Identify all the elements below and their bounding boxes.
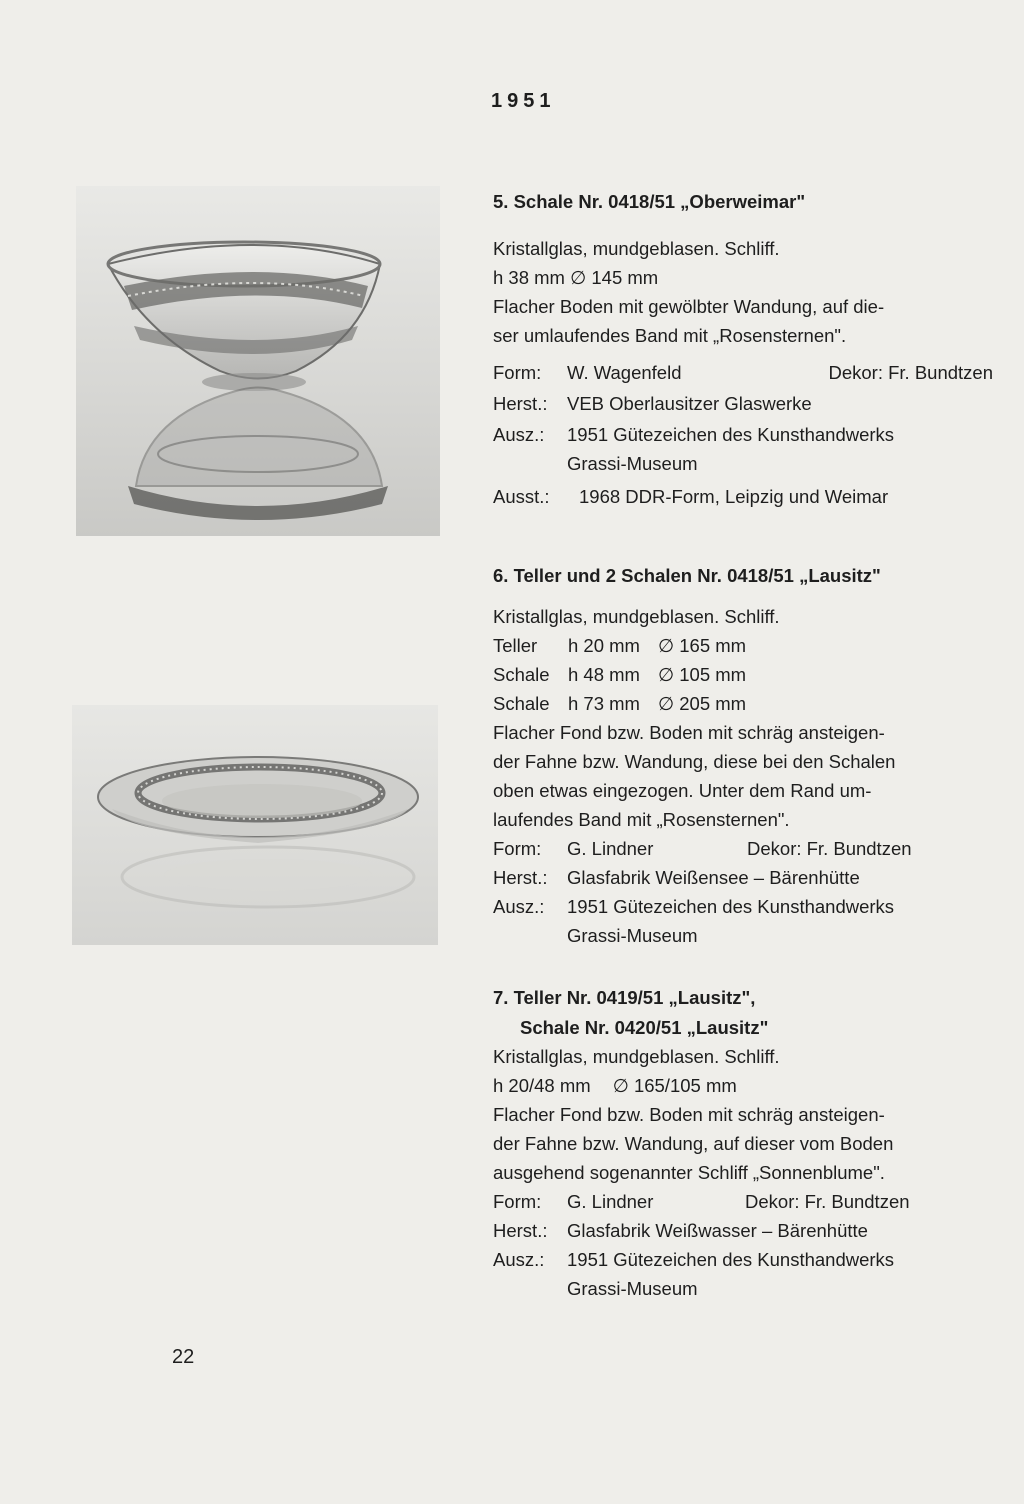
- ausz-value-line-1: 1951 Gütezeichen des Kunsthandwerks: [567, 1249, 895, 1270]
- entry-6: [493, 562, 993, 950]
- entry-5-desc-line-2: ser umlaufendes Band mit „Rosensternen".: [493, 325, 847, 346]
- ausst-label: Ausst.:: [493, 486, 550, 507]
- form-value: W. Wagenfeld: [567, 362, 682, 383]
- page-number: 22: [172, 1346, 195, 1368]
- entry-6-material: Kristallglas, mundgeblasen. Schliff.: [493, 606, 780, 627]
- dims-height: h 20/48 mm: [493, 1075, 591, 1096]
- ausz-value-line-1: 1951 Gütezeichen des Kunsthandwerks: [567, 424, 895, 445]
- dims-label: Schale: [493, 664, 550, 685]
- entry-6-dims-row: [493, 660, 993, 689]
- entry-5: [493, 188, 993, 511]
- form-label: Form:: [493, 362, 542, 383]
- entry-7-material: Kristallglas, mundgeblasen. Schliff.: [493, 1046, 780, 1067]
- entry-5-title: 5. Schale Nr. 0418/51 „Oberweimar": [493, 191, 806, 212]
- entry-6-herst-row: [493, 863, 993, 892]
- dims-diameter: ∅ 105 mm: [658, 664, 747, 685]
- herst-value: Glasfabrik Weißwasser – Bärenhütte: [567, 1220, 868, 1241]
- entry-6-desc-line-3: oben etwas eingezogen. Unter dem Rand um-: [493, 780, 872, 801]
- ausz-label: Ausz.:: [493, 424, 545, 445]
- entry-6-form-row: [493, 834, 993, 863]
- entry-5-form-row: [493, 358, 993, 387]
- ausz-label: Ausz.:: [493, 896, 545, 917]
- ausz-value-line-2: Grassi-Museum: [567, 1278, 698, 1299]
- plate-image: [72, 705, 438, 945]
- entry-7-dimensions: [493, 1071, 993, 1100]
- herst-label: Herst.:: [493, 393, 548, 414]
- dims-height: h 73 mm: [568, 693, 640, 714]
- entry-7-desc-line-2: der Fahne bzw. Wandung, auf dieser vom Boden: [493, 1133, 894, 1154]
- entry-7-ausz-row: [493, 1245, 993, 1303]
- herst-label: Herst.:: [493, 1220, 548, 1241]
- form-label: Form:: [493, 838, 542, 859]
- page-year: 1951: [491, 90, 556, 112]
- entry-6-dims-row: [493, 689, 993, 718]
- herst-value: VEB Oberlausitzer Glaswerke: [567, 393, 812, 414]
- entry-7-title-line-1: 7. Teller Nr. 0419/51 „Lausitz",: [493, 987, 756, 1008]
- entry-7-herst-row: [493, 1216, 993, 1245]
- dims-diameter: ∅ 165/105 mm: [612, 1075, 737, 1096]
- entry-7-form-row: [493, 1187, 993, 1216]
- entry-6-title: 6. Teller und 2 Schalen Nr. 0418/51 „Lausitz": [493, 565, 881, 586]
- entry-5-ausz-row: [493, 420, 993, 478]
- bowl-photo: [76, 186, 440, 536]
- herst-label: Herst.:: [493, 867, 548, 888]
- form-label: Form:: [493, 1191, 542, 1212]
- entry-7-desc-line-1: Flacher Fond bzw. Boden mit schräg ansteigen-: [493, 1104, 885, 1125]
- dekor-value: Dekor: Fr. Bundtzen: [747, 838, 912, 859]
- entry-6-ausz-row: [493, 892, 993, 950]
- form-value: G. Lindner: [567, 1191, 654, 1212]
- entry-7-desc-line-3: ausgehend sogenannter Schliff „Sonnenblume".: [493, 1162, 885, 1183]
- form-value: G. Lindner: [567, 838, 654, 859]
- entry-6-desc-line-2: der Fahne bzw. Wandung, diese bei den Schalen: [493, 751, 896, 772]
- bowl-image: [76, 186, 440, 536]
- ausz-value-line-1: 1951 Gütezeichen des Kunsthandwerks: [567, 896, 895, 917]
- entry-7-title-line-2: Schale Nr. 0420/51 „Lausitz": [520, 1017, 769, 1038]
- dims-diameter: ∅ 165 mm: [658, 635, 747, 656]
- dims-label: Teller: [493, 635, 538, 656]
- entry-5-dimensions: h 38 mm ∅ 145 mm: [493, 267, 659, 288]
- entry-6-desc-line-4: laufendes Band mit „Rosensternen".: [493, 809, 790, 830]
- ausz-value-line-2: Grassi-Museum: [567, 453, 698, 474]
- entry-5-herst-row: [493, 389, 993, 418]
- dims-height: h 20 mm: [568, 635, 640, 656]
- ausz-value-line-2: Grassi-Museum: [567, 925, 698, 946]
- dims-height: h 48 mm: [568, 664, 640, 685]
- dims-label: Schale: [493, 693, 550, 714]
- entry-5-desc-line-1: Flacher Boden mit gewölbter Wandung, auf die-: [493, 296, 885, 317]
- herst-value: Glasfabrik Weißensee – Bärenhütte: [567, 867, 860, 888]
- entry-5-material: Kristallglas, mundgeblasen. Schliff.: [493, 238, 780, 259]
- dekor-value: Dekor: Fr. Bundtzen: [745, 1191, 910, 1212]
- entry-5-ausst-row: [493, 482, 993, 511]
- entry-6-dims-row: [493, 631, 993, 660]
- entry-6-desc-line-1: Flacher Fond bzw. Boden mit schräg ansteigen-: [493, 722, 885, 743]
- dekor-value: Dekor: Fr. Bundtzen: [828, 362, 993, 383]
- ausst-value: 1968 DDR-Form, Leipzig und Weimar: [579, 486, 889, 507]
- plate-photo: [72, 705, 438, 945]
- dims-diameter: ∅ 205 mm: [658, 693, 747, 714]
- entry-7: [493, 984, 993, 1303]
- ausz-label: Ausz.:: [493, 1249, 545, 1270]
